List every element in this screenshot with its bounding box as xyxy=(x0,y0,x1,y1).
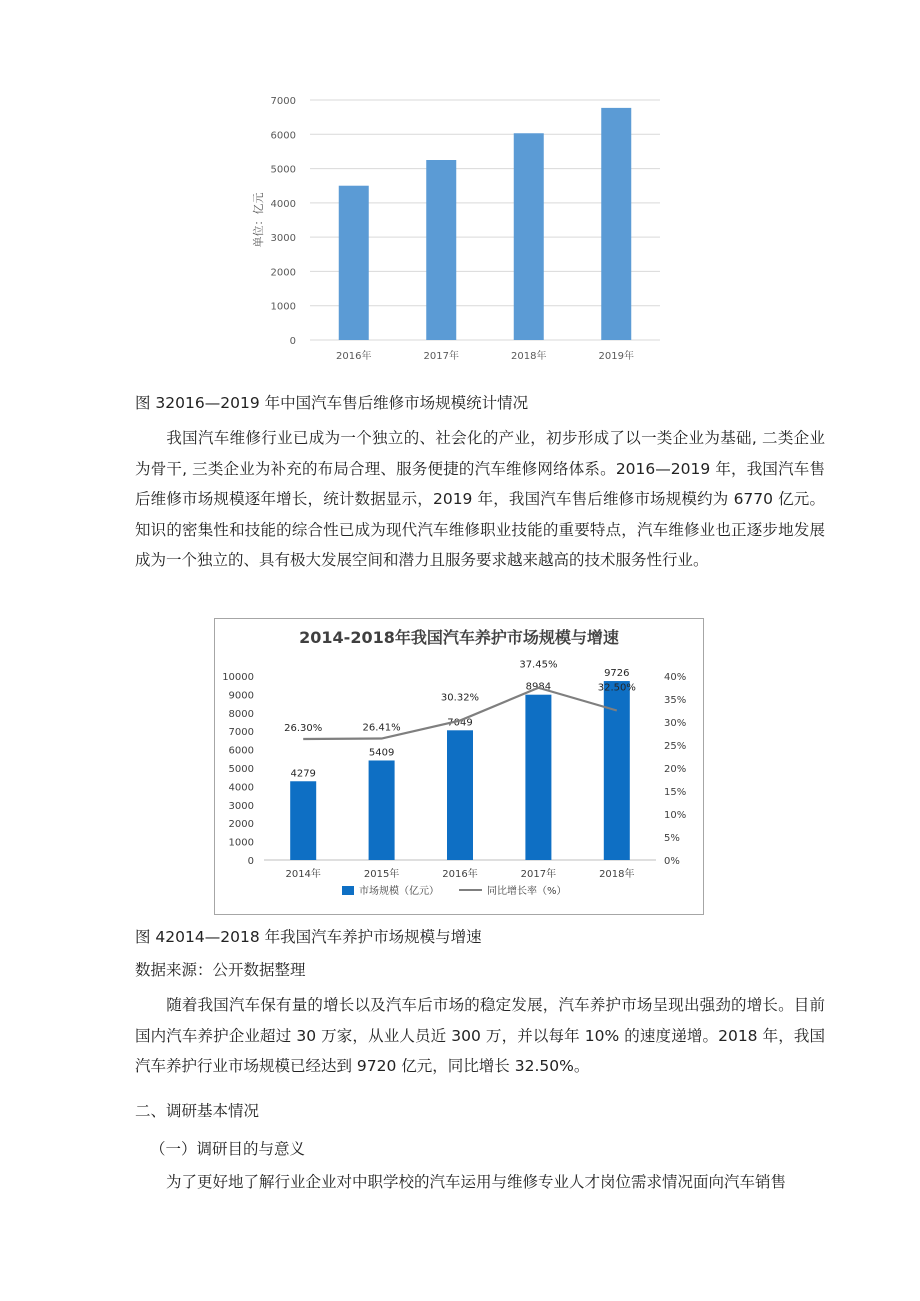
y-tick-label: 1000 xyxy=(270,301,296,313)
left-y-tick-label: 5000 xyxy=(228,764,254,775)
left-y-tick-label: 0 xyxy=(247,856,254,867)
right-y-tick-label: 15% xyxy=(664,787,687,798)
right-y-tick-label: 0% xyxy=(664,856,680,867)
bar-2017年 xyxy=(525,695,551,860)
right-y-tick-label: 10% xyxy=(664,810,687,821)
section-heading: 二、调研基本情况 xyxy=(135,1102,260,1120)
y-axis-label: 单位：亿元 xyxy=(252,192,265,248)
x-tick-label: 2016年 xyxy=(442,869,478,880)
right-y-tick-label: 40% xyxy=(664,672,687,683)
right-y-tick-label: 20% xyxy=(664,764,687,775)
bar-value-label: 9726 xyxy=(604,668,630,680)
growth-rate-label: 37.45% xyxy=(519,659,558,671)
x-tick-label: 2018年 xyxy=(511,351,547,362)
x-tick-label: 2017年 xyxy=(423,351,459,362)
data-source-note: 数据来源：公开数据整理 xyxy=(135,961,306,979)
y-tick-label: 0 xyxy=(289,336,296,347)
maintenance-market-combo-chart xyxy=(214,618,704,915)
chart-title: 2014-2018年我国汽车养护市场规模与增速 xyxy=(299,628,619,647)
right-y-tick-label: 35% xyxy=(664,695,687,706)
growth-rate-label: 26.41% xyxy=(362,722,401,734)
y-tick-label: 3000 xyxy=(270,233,296,245)
x-tick-label: 2017年 xyxy=(520,869,557,880)
bar-2019年 xyxy=(601,108,631,340)
bar-value-label: 5409 xyxy=(368,747,395,759)
paragraph-research-purpose: 为了更好地了解行业企业对中职学校的汽车运用与维修专业人才岗位需求情况面向汽车销售 xyxy=(166,1173,787,1191)
left-y-tick-label: 10000 xyxy=(222,672,254,683)
bar-2017年 xyxy=(426,160,456,340)
left-y-tick-label: 1000 xyxy=(228,837,254,849)
bar-2016年 xyxy=(339,186,369,340)
bar-2014年 xyxy=(290,781,316,860)
bar-value-label: 8984 xyxy=(525,681,552,693)
right-y-tick-label: 5% xyxy=(664,833,680,844)
bar-value-label: 4279 xyxy=(290,768,316,780)
left-y-tick-label: 6000 xyxy=(228,745,254,757)
paragraph-repair-industry: 我国汽车维修行业已成为一个独立的、社会化的产业，初步形成了以一类企业为基础, 二类企业为骨干, 三类企业为补充的布局合理、服务便捷的汽车维修网络体系。2016—2019 年，我国汽车售后维修市场规模逐年增长，统计数据显示，2019 年，我国汽车售后维修市场规模约为 6770 亿元。知识的密集性和技能的综合性已成为现代汽车维修职业技能的重要特点，汽车维修业也正逐步地发展成为一个独立的、具有极大发展空间和潜力且服务要求越来越高的技术服务性行业。 xyxy=(135,429,825,569)
legend-line-label: 同比增长率（%） xyxy=(487,886,567,897)
legend-bar-swatch xyxy=(342,886,354,895)
figure-4-caption: 图 42014—2018 年我国汽车养护市场规模与增速 xyxy=(135,928,482,946)
right-y-tick-label: 25% xyxy=(664,741,687,752)
y-tick-label: 4000 xyxy=(270,198,296,210)
bar-2018年 xyxy=(514,133,544,340)
x-tick-label: 2015年 xyxy=(363,869,400,880)
left-y-tick-label: 4000 xyxy=(228,782,254,794)
x-tick-label: 2014年 xyxy=(285,869,321,880)
right-y-tick-label: 30% xyxy=(664,718,687,729)
y-tick-label: 7000 xyxy=(270,96,296,107)
growth-rate-label: 32.50% xyxy=(597,682,636,694)
left-y-tick-label: 8000 xyxy=(228,708,254,720)
growth-rate-label: 30.32% xyxy=(440,692,480,704)
x-tick-label: 2018年 xyxy=(599,869,635,880)
x-tick-label: 2019年 xyxy=(598,351,634,362)
bar-value-label: 7049 xyxy=(447,717,473,729)
left-y-tick-label: 3000 xyxy=(228,800,254,812)
left-y-tick-label: 2000 xyxy=(228,819,254,831)
market-size-bar-chart xyxy=(240,85,680,375)
legend-bar-label: 市场规模（亿元） xyxy=(359,886,439,897)
paragraph-maintenance-market: 随着我国汽车保有量的增长以及汽车后市场的稳定发展，汽车养护市场呈现出强劲的增长。目前国内汽车养护企业超过 30 万家，从业人员近 300 万，并以每年 10% 的速度递增。2018 年，我国汽车养护行业市场规模已经达到 9720 亿元，同比增长 32.50%。 xyxy=(135,996,825,1075)
left-y-tick-label: 7000 xyxy=(228,727,254,739)
y-tick-label: 5000 xyxy=(270,164,296,176)
y-tick-label: 2000 xyxy=(270,267,296,279)
bar-2016年 xyxy=(447,730,473,860)
x-tick-label: 2016年 xyxy=(336,351,372,362)
y-tick-label: 6000 xyxy=(270,130,296,142)
bar-2015年 xyxy=(369,760,395,860)
figure-3-caption: 图 32016—2019 年中国汽车售后维修市场规模统计情况 xyxy=(135,394,529,412)
subsection-heading: （一）调研目的与意义 xyxy=(150,1140,306,1158)
left-y-tick-label: 9000 xyxy=(228,690,254,702)
growth-rate-label: 26.30% xyxy=(284,723,323,735)
